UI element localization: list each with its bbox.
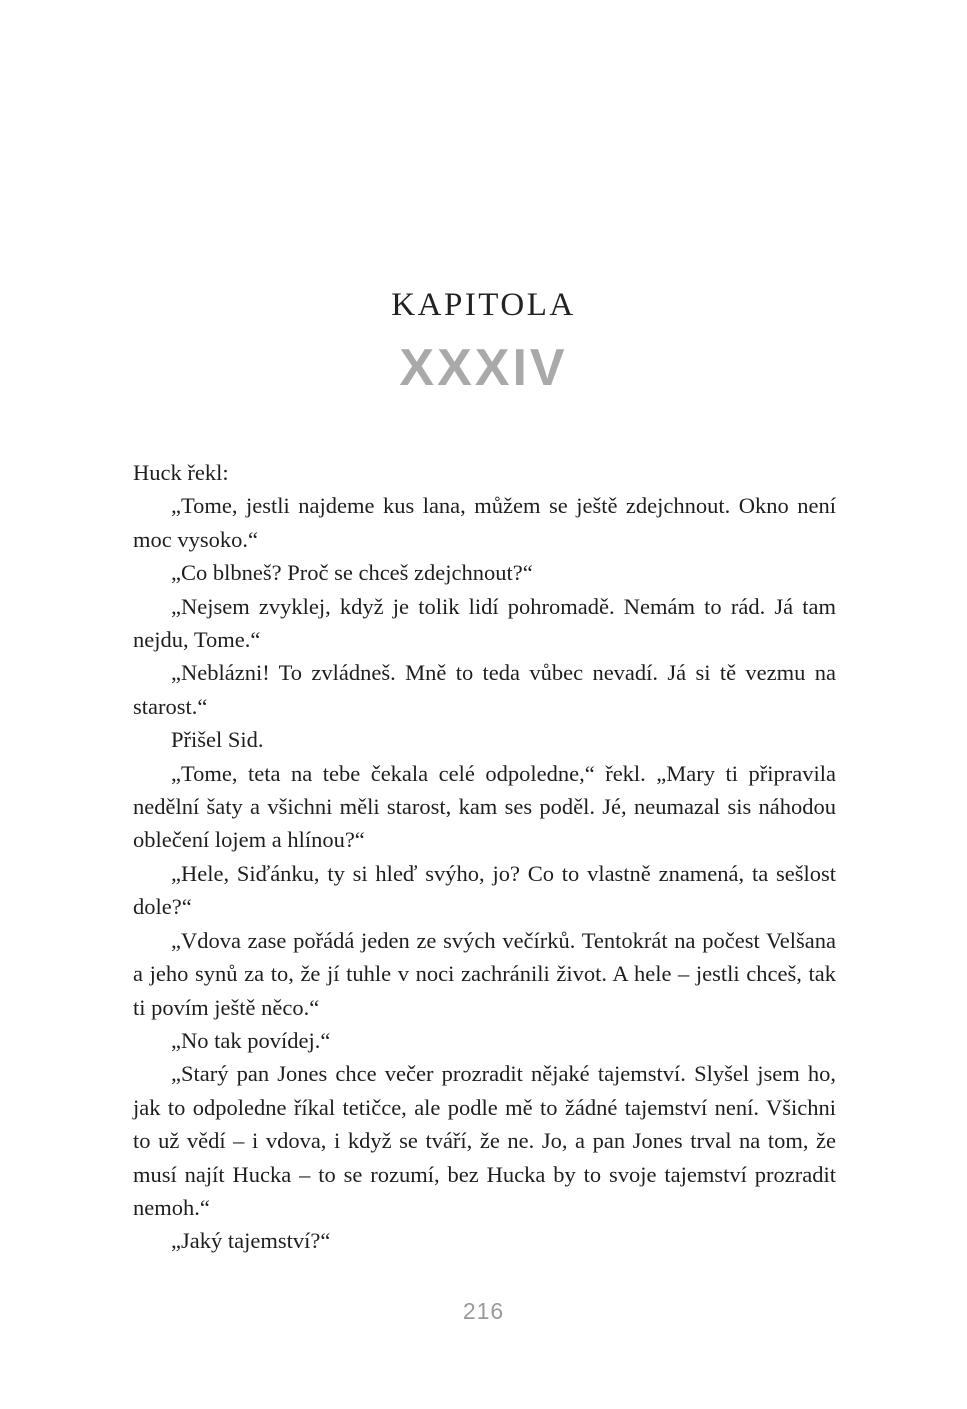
paragraph: Přišel Sid.	[171, 727, 264, 753]
paragraph: Huck řekl:	[133, 460, 229, 485]
body-text	[133, 456, 836, 1258]
paragraph: „Tome, teta na tebe čekala celé odpoledne,“ řekl. „Mary ti připravila nedělní šaty a všichni měli starost, kam ses poděl. Jé, neumazal sis náhodou oblečení lojem a hlínou?“	[133, 760, 836, 853]
paragraph: „Starý pan Jones chce večer prozradit nějaké tajemství. Slyšel jsem ho, jak to odpoledne říkal tetičce, ale podle mě to žádné tajemství není. Všichni to už vědí – i vdova, i když se tváří, že ne. Jo, a pan Jones trval na tom, že musí najít Hucka – to se rozumí, bez Hucka by to svoje tajemství prozradit nemoh.“	[133, 1061, 836, 1220]
paragraph: „Jaký tajemství?“	[171, 1228, 331, 1254]
paragraph: „Nejsem zvyklej, když je tolik lidí pohromadě. Nemám to rád. Já tam nejdu, Tome.“	[133, 593, 836, 653]
page-number: 216	[462, 1298, 505, 1324]
paragraph: „Vdova zase pořádá jeden ze svých večírků. Tentokrát na počest Velšana a jeho synů za to, že jí tuhle v noci zachránili život. A hele – jestli chceš, tak ti povím ještě něco.“	[133, 927, 836, 1020]
paragraph: „Tome, jestli najdeme kus lana, můžem se ještě zdejchnout. Okno není moc vysoko.“	[133, 493, 836, 552]
paragraph: „Co blbneš? Proč se chceš zdejchnout?“	[171, 560, 533, 586]
chapter-label: KAPITOLA	[391, 287, 576, 323]
paragraph: „Hele, Siďánku, ty si hleď svýho, jo? Co to vlastně znamená, ta sešlost dole?“	[133, 860, 836, 920]
chapter-number: XXXIV	[399, 339, 568, 397]
paragraph: „Neblázni! To zvládneš. Mně to teda vůbec nevadí. Já si tě vezmu na starost.“	[133, 660, 836, 719]
paragraph: „No tak povídej.“	[171, 1027, 331, 1053]
chapter-heading	[0, 284, 967, 398]
